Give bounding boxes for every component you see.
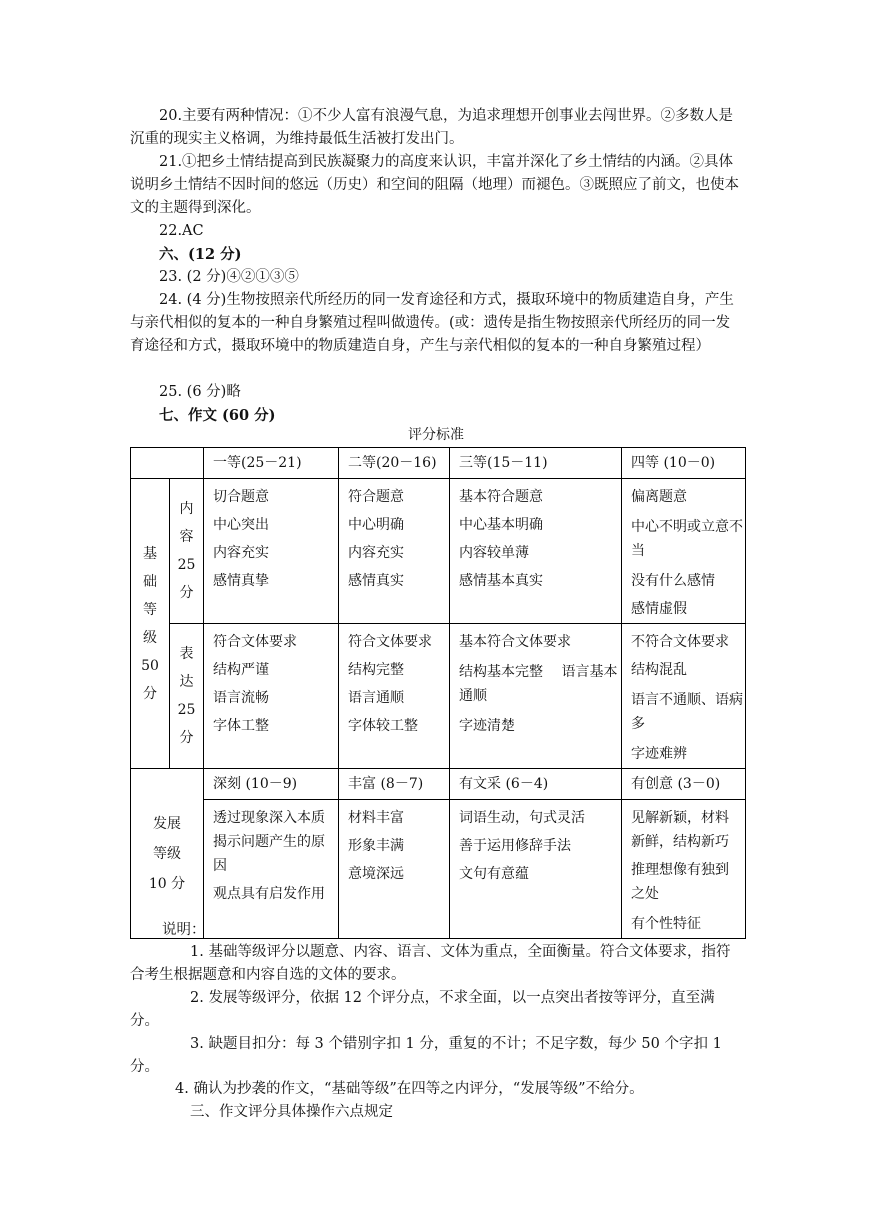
content-label xyxy=(170,479,204,624)
expression-grade-3-cell xyxy=(450,624,622,769)
development-subhead-row xyxy=(131,769,746,800)
basic-label-char: 50 xyxy=(141,657,159,674)
subhead-profound: 深刻 (10－9) xyxy=(204,769,339,800)
criterion: 偏离题意 xyxy=(631,489,687,505)
criterion: 结构基本完整 语言基本通顺 xyxy=(459,664,618,704)
expression-row xyxy=(131,624,746,769)
content-label-char: 内 xyxy=(179,501,194,517)
expression-label-char: 分 xyxy=(179,730,194,746)
subhead-rich: 丰富 (8－7) xyxy=(339,769,450,800)
note-4: 4. 确认为抄袭的作文，“基础等级”在四等之内评分，“发展等级”不给分。 xyxy=(175,1081,644,1097)
criterion: 感情真挚 xyxy=(213,573,269,589)
criterion: 字体工整 xyxy=(213,718,269,734)
note-2: 2. 发展等级评分，依据 12 个评分点，不求全面，以一点突出者按等评分，直至满分。 xyxy=(130,990,715,1029)
answer-23: 23. (2 分)④②①③⑤ xyxy=(159,269,299,285)
grade-header-row xyxy=(131,448,746,479)
grade-4-header: 四等 (10－0) xyxy=(622,448,746,479)
expression-grade-1-cell xyxy=(204,624,339,769)
grade-2-header: 二等(20－16) xyxy=(339,448,450,479)
criterion: 内容充实 xyxy=(348,545,404,561)
answer-20: 20.主要有两种情况：①不少人富有浪漫气息，为追求理想开创事业去闯世界。②多数人是沉重的现实主义格调，为维持最低生活被打发出门。 xyxy=(130,108,734,147)
expression-grade-4-cell xyxy=(622,624,746,769)
grade-3-header: 三等(15－11) xyxy=(450,448,622,479)
development-literary-cell xyxy=(450,800,622,939)
criterion: 意境深远 xyxy=(348,866,404,882)
subhead-creative: 有创意 (3－0) xyxy=(622,769,746,800)
criterion: 形象丰满 xyxy=(348,838,404,854)
criterion: 结构完整 xyxy=(348,662,404,678)
development-label-line: 10 分 xyxy=(148,875,186,892)
criterion: 切合题意 xyxy=(213,489,269,505)
criterion: 中心明确 xyxy=(348,517,404,533)
criterion: 语言不通顺、语病多 xyxy=(631,692,743,732)
development-row xyxy=(131,800,746,939)
criterion: 中心基本明确 xyxy=(459,517,543,533)
content-grade-3-cell xyxy=(450,479,622,624)
development-label-line: 等级 xyxy=(153,845,181,862)
criterion: 没有什么感情 xyxy=(631,573,715,589)
expression-grade-2-cell xyxy=(339,624,450,769)
criterion: 内容较单薄 xyxy=(459,545,529,561)
basic-label-char: 基 xyxy=(143,545,157,562)
subhead-literary: 有文采 (6－4) xyxy=(450,769,622,800)
criterion: 文句有意蕴 xyxy=(459,866,529,882)
notes-title: 说明： xyxy=(162,922,206,938)
note-3: 3. 缺题目扣分：每 3 个错别字扣 1 分，重复的不计；不足字数，每少 50 个字扣 1 分。 xyxy=(130,1036,722,1075)
basic-label-char: 分 xyxy=(143,685,157,702)
rubric-caption: 评分标准 xyxy=(408,427,464,443)
content-grade-1-cell xyxy=(204,479,339,624)
criterion: 符合文体要求 xyxy=(213,634,297,650)
criterion: 内容充实 xyxy=(213,545,269,561)
expression-label-char: 表 xyxy=(179,646,194,662)
answer-21: 21.①把乡土情结提高到民族凝聚力的高度来认识，丰富并深化了乡土情结的内涵。②具体说明乡土情结不因时间的悠远（历史）和空间的阻隔（地理）而褪色。③既照应了前文，也使本文的主题得到深化。 xyxy=(130,154,739,216)
criterion: 有个性特征 xyxy=(631,916,701,932)
content-label-char: 容 xyxy=(179,529,194,545)
development-creative-cell xyxy=(622,800,746,939)
criterion: 推理想像有独到之处 xyxy=(631,862,729,902)
criterion: 字体较工整 xyxy=(348,718,418,734)
expression-label-char: 25 xyxy=(177,702,196,718)
criterion: 符合题意 xyxy=(348,489,404,505)
answer-24: 24. (4 分)生物按照亲代所经历的同一发育途径和方式，摄取环境中的物质建造自身，产生与亲代相似的复本的一种自身繁殖过程叫做遗传。(或：遗传是指生物按照亲代所经历的同一发育途径和方式，摄取环境中的物质建造自身，产生与亲代相似的复本的一种自身繁殖过程） xyxy=(130,292,734,354)
rubric-table xyxy=(130,447,746,939)
criterion: 结构严谨 xyxy=(213,662,269,678)
criterion: 中心不明或立意不当 xyxy=(631,519,743,559)
criterion: 符合文体要求 xyxy=(348,634,432,650)
answer-25: 25. (6 分)略 xyxy=(159,384,241,400)
criterion: 语言通顺 xyxy=(348,690,404,706)
content-label-char: 分 xyxy=(179,585,194,601)
criterion: 中心突出 xyxy=(213,517,269,533)
criterion: 感情虚假 xyxy=(631,601,687,617)
note-1: 1. 基础等级评分以题意、内容、语言、文体为重点，全面衡量。符合文体要求，指符合考生根据题意和内容自选的文体的要求。 xyxy=(130,944,731,983)
criterion: 结构混乱 xyxy=(631,662,687,678)
criterion: 基本符合题意 xyxy=(459,489,543,505)
content-row xyxy=(131,479,746,624)
development-rich-cell xyxy=(339,800,450,939)
criterion: 材料丰富 xyxy=(348,810,404,826)
criterion: 语言流畅 xyxy=(213,690,269,706)
criterion: 词语生动，句式灵活 xyxy=(459,810,585,826)
development-level-label xyxy=(131,769,204,939)
criterion: 观点具有启发作用 xyxy=(213,886,325,902)
expression-label-char: 达 xyxy=(179,674,194,690)
empty-corner-cell xyxy=(131,448,204,479)
grade-1-header: 一等(25－21) xyxy=(204,448,339,479)
criterion: 感情基本真实 xyxy=(459,573,543,589)
criterion: 字迹清楚 xyxy=(459,718,515,734)
criterion: 感情真实 xyxy=(348,573,404,589)
content-label-char: 25 xyxy=(177,557,196,573)
basic-label-char: 等 xyxy=(143,601,157,618)
basic-label-char: 级 xyxy=(143,629,157,646)
criterion: 透过现象深入本质揭示问题产生的原因 xyxy=(213,810,325,874)
basic-level-label xyxy=(131,479,170,769)
basic-label-char: 础 xyxy=(143,573,157,590)
criterion: 字迹难辨 xyxy=(631,746,687,762)
criterion: 见解新颖，材料新鲜，结构新巧 xyxy=(631,810,729,850)
criterion: 基本符合文体要求 xyxy=(459,634,571,650)
development-profound-cell xyxy=(204,800,339,939)
criterion: 不符合文体要求 xyxy=(631,634,729,650)
criterion: 善于运用修辞手法 xyxy=(459,838,571,854)
section-7-heading: 七、作文 (60 分) xyxy=(159,407,276,424)
development-label-line: 发展 xyxy=(153,815,181,832)
section-6-heading: 六、(12 分) xyxy=(159,246,242,263)
content-grade-2-cell xyxy=(339,479,450,624)
expression-label xyxy=(170,624,204,769)
note-5: 三、作文评分具体操作六点规定 xyxy=(190,1104,393,1120)
answer-22: 22.AC xyxy=(159,223,204,239)
content-grade-4-cell xyxy=(622,479,746,624)
